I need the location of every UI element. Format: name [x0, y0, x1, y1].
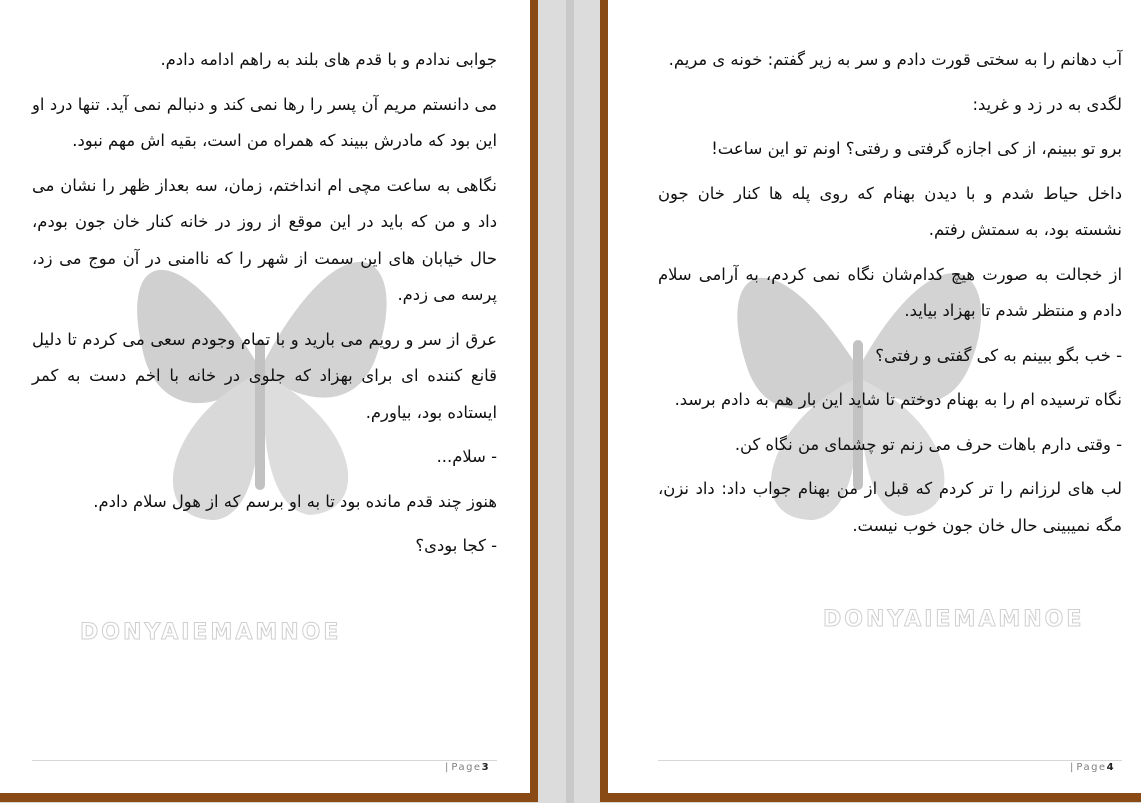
paragraph: نگاه ترسیده ام را به بهنام دوختم تا شاید این بار هم به دادم برسد.: [674, 390, 1122, 409]
paragraph: هنوز چند قدم مانده بود تا به او برسم که از هول سلام دادم.: [93, 491, 497, 511]
page-footer: [1070, 762, 1114, 773]
footer-separator: |: [445, 762, 449, 773]
page-gap-divider: [566, 0, 574, 803]
paragraph: - سلام...: [436, 447, 497, 466]
paragraph: عرق از سر و رویم می بارید و با تمام وجودم سعی می کردم تا دلیل قانع کننده ای برای بهزاد که جلوی در خانه با اخم دست به کمر ایستاده بود، بیاورم.: [32, 329, 497, 422]
paragraph: آب دهانم را به سختی قورت دادم و سر به زیر گفتم: خونه ی مریم.: [668, 50, 1122, 69]
paragraph: برو تو ببینم، از کی اجازه گرفتی و رفتی؟ اونم تو این ساعت!: [711, 139, 1122, 158]
document-page-4: [600, 0, 1141, 802]
footer-page-label: Page: [451, 762, 482, 773]
paragraph: - وقتی دارم باهات حرف می زنم تو چشمای من نگاه کن.: [734, 434, 1122, 454]
watermark-text: DONYAIEMAMNOE: [823, 607, 1085, 632]
paragraph: - خب بگو ببینم به کی گفتی و رفتی؟: [875, 345, 1122, 365]
page-text-body: [32, 42, 497, 573]
page-number: 4: [1106, 762, 1114, 773]
paragraph: جوابی ندادم و با قدم های بلند به راهم ادامه دادم.: [160, 50, 497, 69]
page-number: 3: [481, 762, 489, 773]
page-footer: [445, 762, 489, 773]
paragraph: داخل حیاط شدم و با دیدن بهنام که روی پله ها کنار خان جون نشسته بود، به سمتش رفتم.: [658, 183, 1122, 239]
footer-divider: [32, 760, 497, 761]
footer-page-label: Page: [1076, 762, 1107, 773]
paragraph: لگدی به در زد و غرید:: [972, 94, 1122, 114]
paragraph: از خجالت به صورت هیچ کدام‌شان نگاه نمی کردم، به آرامی سلام دادم و منتظر شدم تا بهزاد بیاید.: [658, 264, 1122, 320]
paragraph: لب های لرزانم را تر کردم که قبل از من بهنام جواب داد: داد نزن، مگه نمیبینی حال خان جون خوب نیست.: [658, 479, 1122, 535]
paragraph: می دانستم مریم آن پسر را رها نمی کند و دنبالم نمی آید. تنها درد او این بود که مادرش ببیند که همراه من است، بقیه اش مهم نبود.: [32, 94, 497, 150]
watermark-text: DONYAIEMAMNOE: [80, 620, 342, 645]
document-page-3: [0, 0, 538, 802]
footer-separator: |: [1070, 762, 1074, 773]
page-text-body: [658, 42, 1122, 552]
footer-divider: [658, 760, 1122, 761]
paragraph: - کجا بودی؟: [415, 536, 497, 555]
paragraph: نگاهی به ساعت مچی ام انداختم، زمان، سه بعداز ظهر را نشان می داد و من که باید در این موقع از روز در خانه کنار خان جون بودم، حال خیابان های این سمت از شهر را که ناامنی در آن موج می زد، پرسه می زدم.: [32, 175, 497, 304]
